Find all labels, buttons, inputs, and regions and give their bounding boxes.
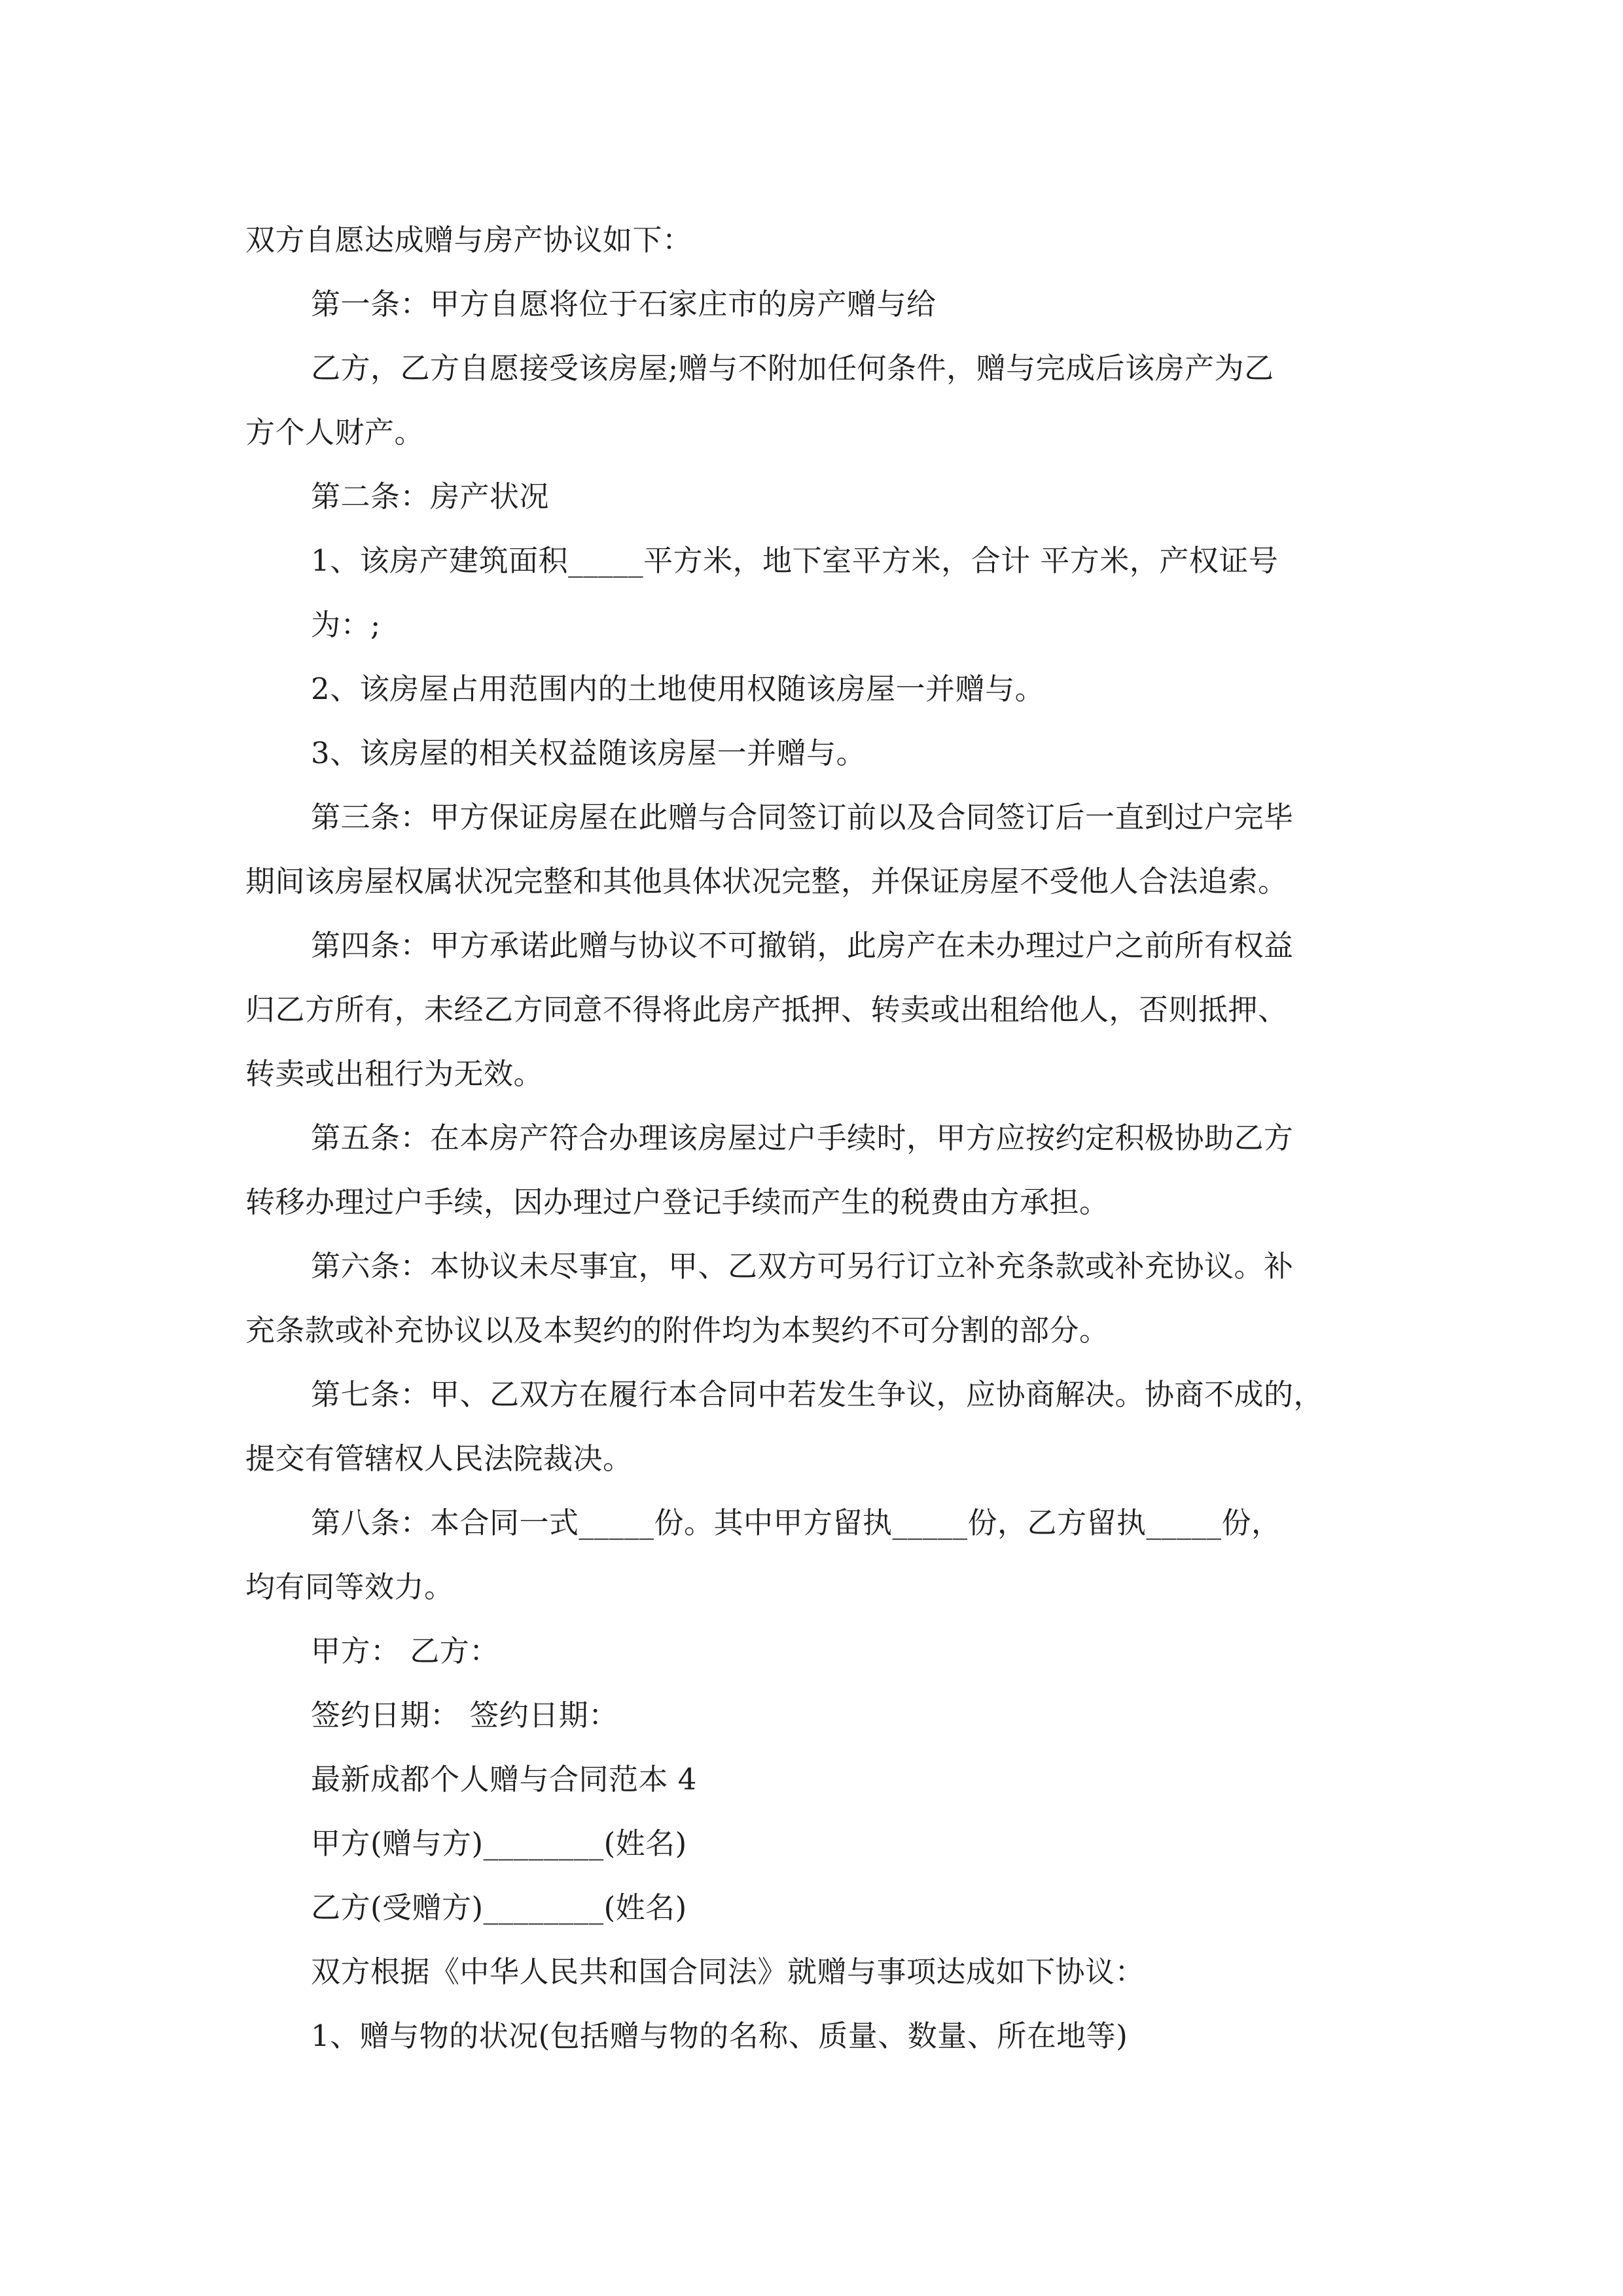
text-line: 转卖或出租行为无效。 bbox=[245, 1056, 544, 1091]
text-line: 2、该房屋占用范围内的土地使用权随该房屋一并赠与。 bbox=[311, 672, 1045, 706]
text-line: 第八条：本合同一式_____份。其中甲方留执_____份，乙方留执_____份， bbox=[311, 1505, 1281, 1540]
text-line: 甲方(赠与方)________(姓名) bbox=[311, 1826, 687, 1861]
text-line: 充条款或补充协议以及本契约的附件均为本契约不可分割的部分。 bbox=[245, 1313, 1109, 1348]
text-line: 第四条：甲方承诺此赠与协议不可撤销，此房产在未办理过户之前所有权益 bbox=[311, 928, 1294, 963]
text-line: 第二条：房产状况 bbox=[311, 479, 550, 514]
text-line: 1、赠与物的状况(包括赠与物的名称、质量、数量、所在地等) bbox=[311, 2018, 1128, 2053]
text-line: 第一条：甲方自愿将位于石家庄市的房产赠与给 bbox=[311, 287, 936, 321]
text-line: 乙方，乙方自愿接受该房屋;赠与不附加任何条件，赠与完成后该房产为乙 bbox=[311, 351, 1274, 386]
text-line: 双方自愿达成赠与房产协议如下： bbox=[245, 223, 692, 257]
text-line: 最新成都个人赠与合同范本 4 bbox=[311, 1762, 697, 1797]
text-line: 第五条：在本房产符合办理该房屋过户手续时，甲方应按约定积极协助乙方 bbox=[311, 1121, 1294, 1155]
text-line: 均有同等效力。 bbox=[245, 1570, 454, 1604]
text-line: 归乙方所有，未经乙方同意不得将此房产抵押、转卖或出租给他人，否则抵押、 bbox=[245, 992, 1288, 1027]
text-line: 第三条：甲方保证房屋在此赠与合同签订前以及合同签订后一直到过户完毕 bbox=[311, 800, 1294, 834]
text-line: 期间该房屋权属状况完整和其他具体状况完整，并保证房屋不受他人合法追索。 bbox=[245, 864, 1288, 899]
text-line: 提交有管辖权人民法院裁决。 bbox=[245, 1441, 633, 1476]
text-line: 方个人财产。 bbox=[245, 415, 425, 450]
text-line: 为：; bbox=[311, 607, 381, 642]
text-line: 签约日期： 签约日期： bbox=[311, 1698, 618, 1732]
text-line: 第六条：本协议未尽事宜，甲、乙双方可另行订立补充条款或补充协议。补 bbox=[311, 1249, 1294, 1283]
document-body bbox=[245, 208, 1384, 2068]
text-line: 第七条：甲、乙双方在履行本合同中若发生争议，应协商解决。协商不成的， bbox=[311, 1377, 1324, 1412]
text-line: 甲方： 乙方： bbox=[311, 1634, 499, 1668]
text-line: 3、该房屋的相关权益随该房屋一并赠与。 bbox=[311, 736, 866, 770]
text-line: 乙方(受赠方)________(姓名) bbox=[311, 1890, 687, 1925]
text-line: 转移办理过户手续，因办理过户登记手续而产生的税费由方承担。 bbox=[245, 1185, 1109, 1219]
text-line: 双方根据《中华人民共和国合同法》就赠与事项达成如下协议： bbox=[311, 1954, 1145, 1989]
text-line: 1、该房产建筑面积_____平方米，地下室平方米，合计 平方米，产权证号 bbox=[311, 543, 1279, 578]
